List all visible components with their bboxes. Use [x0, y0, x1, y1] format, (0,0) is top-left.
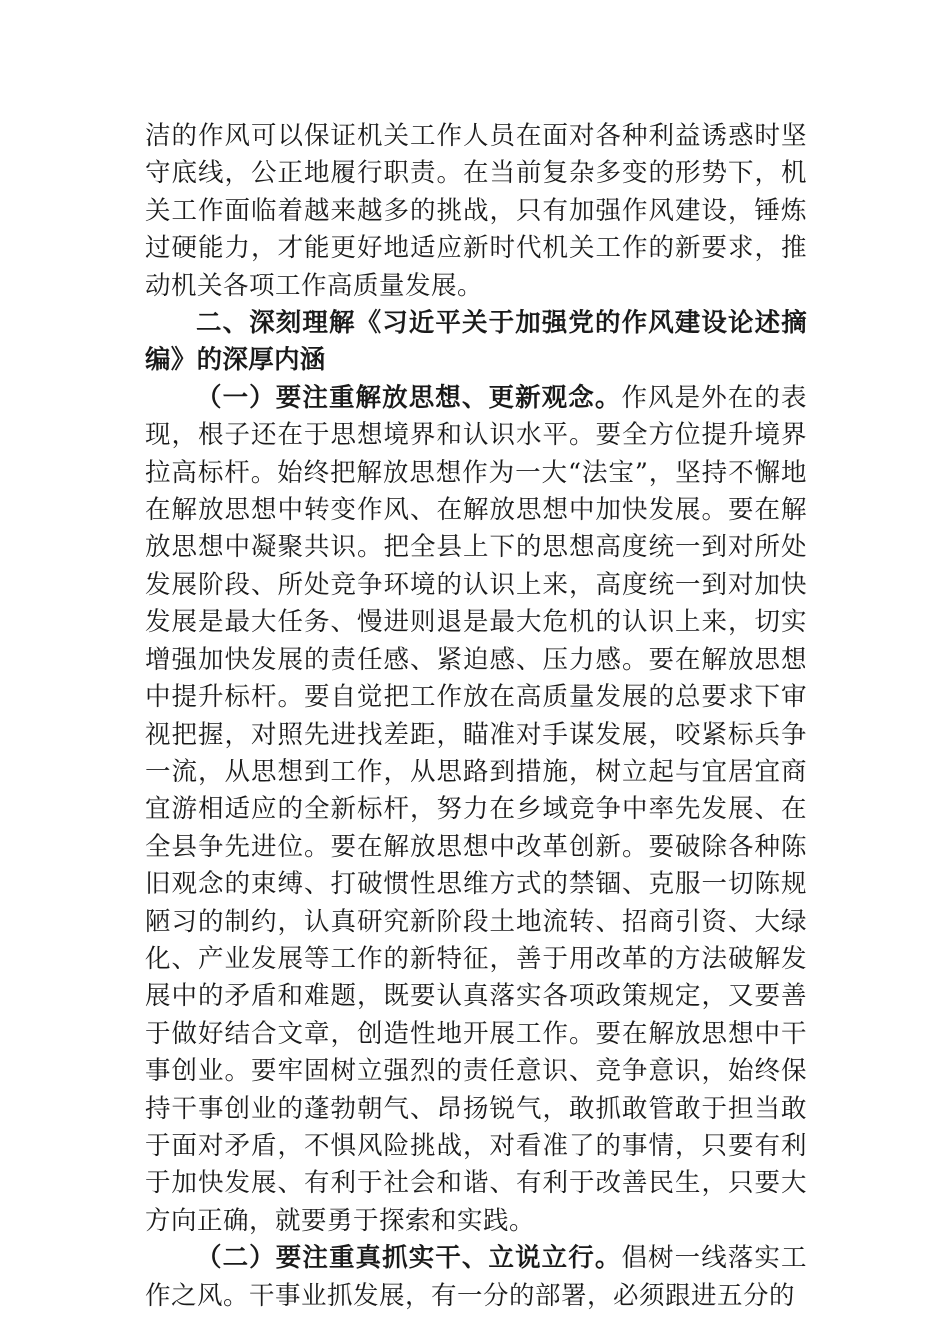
paragraph-liberate-thinking: [145, 380, 807, 1240]
paragraph-continuation: 洁的作风可以保证机关工作人员在面对各种利益诱惑时坚守底线，公正地履行职责。在当前复杂多变的形势下，机关工作面临着越来越多的挑战，只有加强作风建设，锤炼过硬能力，才能更好地适应新时代机关工作的新要求，推动机关各项工作高质量发展。: [145, 121, 807, 301]
paragraph-text: 作风是外在的表现，根子还在于思想境界和认识水平。要全方位提升境界拉高标杆。始终把解放思想作为一大“法宝”，坚持不懈地在解放思想中转变作风、在解放思想中加快发展。要在解放思想中凝聚共识。把全县上下的思想高度统一到对所处发展阶段、所处竞争环境的认识上来，高度统一到对加快发展是最大任务、慢进则退是最大危机的认识上来，切实增强加快发展的责任感、紧迫感、压力感。要在解放思想中提升标杆。要自觉把工作放在高质量发展的总要求下审视把握，对照先进找差距，瞄准对手谋发展，咬紧标兵争一流，从思想到工作，从思路到措施，树立起与宜居宜商宜游相适应的全新标杆，努力在乡域竞争中率先发展、在全县争先进位。要在解放思想中改革创新。要破除各种陈旧观念的束缚、打破惯性思维方式的禁锢、克服一切陈规陋习的制约，认真研究新阶段土地流转、招商引资、大绿化、产业发展等工作的新特征，善于用改革的方法破解发展中的矛盾和难题，既要认真落实各项政策规定，又要善于做好结合文章，创造性地开展工作。要在解放思想中干事创业。要牢固树立强烈的责任意识、竞争意识，始终保持干事创业的蓬勃朝气、昂扬锐气，敢抓敢管敢于担当敢于面对矛盾，不惧风险挑战，对看准了的事情，只要有利于加快发展、有利于社会和谐、有利于改善民生，只要大方向正确，就要勇于探索和实践。: [145, 382, 807, 1236]
paragraph-text: 倡树一线落实工作之风。干事业抓发展，有一分的部署，必须跟进五分的: [145, 1243, 807, 1311]
document-body: [145, 118, 807, 1315]
section-heading: 二、深刻理解《习近平关于加强党的作风建设论述摘编》的深厚内涵: [145, 308, 807, 376]
subsection-heading: （一）要注重解放思想、更新观念。: [196, 382, 622, 413]
paragraph-practical-work: [145, 1240, 807, 1315]
subsection-heading: （二）要注重真抓实干、立说立行。: [196, 1243, 622, 1274]
